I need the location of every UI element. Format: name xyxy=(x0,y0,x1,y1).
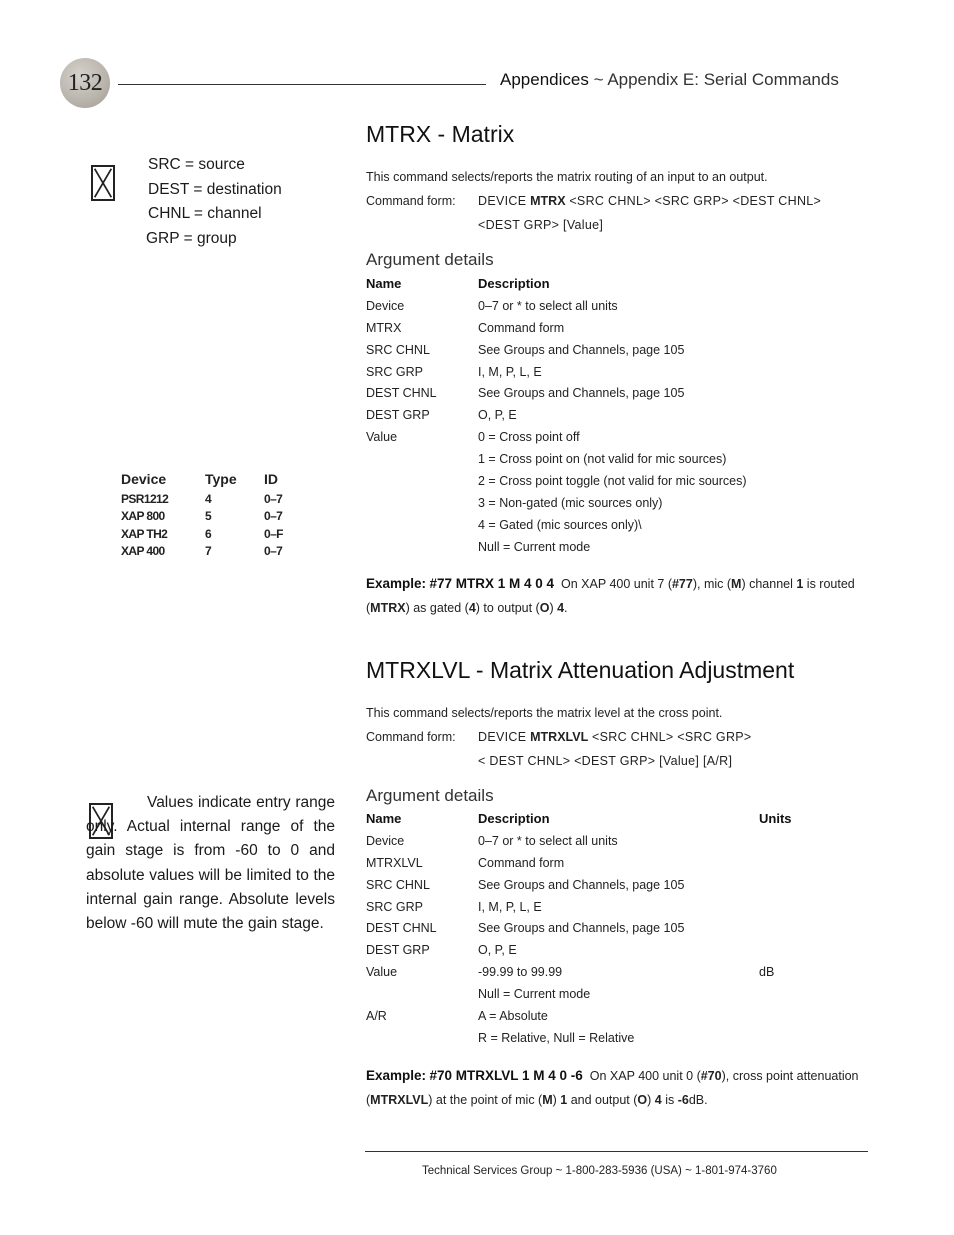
example-bold: M xyxy=(542,1093,553,1107)
arg-name-cell: MTRX xyxy=(366,320,402,335)
example-bold: M xyxy=(731,577,742,591)
command-prefix: DEVICE xyxy=(478,730,527,744)
mtrxlvl-description: This command selects/reports the matrix level at the cross point. xyxy=(366,706,723,720)
note-icon xyxy=(91,165,115,201)
header-title xyxy=(500,70,839,90)
header-separator: ~ xyxy=(593,70,604,89)
arg-desc-cell: I, M, P, L, E xyxy=(478,364,542,379)
table-row xyxy=(366,896,819,918)
footer-phone-intl: 1-801-974-3760 xyxy=(695,1165,777,1177)
table-row xyxy=(366,1005,819,1027)
arg-name-cell: Device xyxy=(366,833,405,848)
arg-desc-cell: 3 = Non-gated (mic sources only) xyxy=(478,495,663,510)
arg-desc-cell: 4 = Gated (mic sources only)\ xyxy=(478,517,642,532)
example-bold: O xyxy=(637,1093,648,1107)
arg-desc-cell: A = Absolute xyxy=(478,1008,548,1023)
example-label: Example: xyxy=(366,1068,427,1083)
table-row xyxy=(366,961,819,983)
device-cell: XAP 400 xyxy=(121,544,165,559)
example-text: attenuation ( xyxy=(366,1069,859,1107)
arg-desc-cell: Null = Current mode xyxy=(478,987,591,1002)
table-row xyxy=(366,1027,819,1049)
table-row xyxy=(366,361,759,383)
table-row xyxy=(366,382,759,404)
example-text: and output ( xyxy=(567,1093,638,1107)
units-col-header: Units xyxy=(759,811,792,827)
mtrx-command-label: Command form: xyxy=(366,194,456,208)
device-cell: XAP TH2 xyxy=(121,526,168,541)
device-col-header: Device xyxy=(121,471,167,487)
arg-name-cell: DEST GRP xyxy=(366,408,430,423)
type-cell: 5 xyxy=(205,509,212,524)
id-cell: 0–7 xyxy=(264,491,283,506)
mtrxlvl-command-line1 xyxy=(478,730,752,744)
footer-group: Technical Services Group xyxy=(422,1165,553,1177)
example-text: ), mic ( xyxy=(692,577,732,591)
abbreviation-legend xyxy=(148,153,282,251)
id-cell: 0–7 xyxy=(264,544,283,559)
page-number-badge xyxy=(60,58,110,108)
name-col-header: Name xyxy=(366,276,402,292)
type-cell: 7 xyxy=(205,544,212,559)
example-bold: -6 xyxy=(677,1093,689,1107)
example-text: is xyxy=(661,1093,678,1107)
arg-name-cell: SRC GRP xyxy=(366,899,423,914)
example-command: #77 MTRX 1 M 4 0 4 xyxy=(429,576,555,591)
footer-rule xyxy=(365,1151,868,1152)
header-subsection: Appendix E: Serial Commands xyxy=(607,70,839,89)
page-number: 132 xyxy=(67,69,103,96)
table-row xyxy=(121,543,304,561)
legend-grp: GRP = group xyxy=(146,229,237,247)
table-row xyxy=(366,317,759,339)
example-bold: MTRXLVL xyxy=(370,1093,429,1107)
type-col-header: Type xyxy=(205,471,237,487)
example-bold: O xyxy=(539,601,550,615)
table-row xyxy=(366,426,759,448)
table-row xyxy=(121,525,304,543)
arg-name-cell: SRC GRP xyxy=(366,364,423,379)
table-row xyxy=(366,339,759,361)
example-text: . xyxy=(564,601,568,615)
arg-name-cell: Value xyxy=(366,430,398,445)
example-label: Example: xyxy=(366,576,427,591)
device-type-table xyxy=(121,468,304,560)
arg-name-cell: DEST GRP xyxy=(366,943,430,958)
table-row xyxy=(366,514,759,536)
example-text: ) xyxy=(552,1093,561,1107)
example-text: ) channel xyxy=(741,577,797,591)
legend-chnl: CHNL = channel xyxy=(148,205,262,222)
mtrx-command-line2: <DEST GRP> [Value] xyxy=(478,218,604,232)
command-args: <SRC CHNL> <SRC GRP> <DEST CHNL> xyxy=(569,194,822,208)
device-cell: XAP 800 xyxy=(121,509,165,524)
table-row xyxy=(366,983,819,1005)
arg-desc-cell: Command form xyxy=(478,320,565,335)
arg-desc-cell: See Groups and Channels, page 105 xyxy=(478,386,685,401)
arg-desc-cell: O, P, E xyxy=(478,943,517,958)
table-row xyxy=(366,830,819,852)
footer-separator: ~ xyxy=(685,1165,692,1177)
mtrxlvl-example xyxy=(366,1064,871,1112)
example-text: dB. xyxy=(688,1093,708,1107)
example-bold: #77 xyxy=(671,577,693,591)
arg-desc-cell: Null = Current mode xyxy=(478,539,591,554)
example-text: ), cross point xyxy=(721,1069,794,1083)
table-row xyxy=(121,508,304,526)
example-bold: 4 xyxy=(557,601,565,615)
arg-desc-cell: 0–7 or * to select all units xyxy=(478,298,618,313)
arg-table-header xyxy=(366,273,759,295)
table-row xyxy=(121,490,304,508)
arg-desc-cell: O, P, E xyxy=(478,408,517,423)
arg-desc-cell: -99.99 to 99.99 xyxy=(478,965,563,980)
table-row xyxy=(366,295,759,317)
device-table-header xyxy=(121,468,304,490)
example-text: ) xyxy=(647,1093,655,1107)
mtrx-command-line1 xyxy=(478,194,821,208)
arg-name-cell: Value xyxy=(366,965,398,980)
mtrx-arg-table xyxy=(366,273,759,558)
arg-table-header xyxy=(366,808,819,830)
arg-name-cell: A/R xyxy=(366,1008,387,1023)
legend-src: SRC = source xyxy=(148,156,245,173)
table-row xyxy=(366,917,819,939)
arg-desc-cell: See Groups and Channels, page 105 xyxy=(478,342,685,357)
desc-col-header: Description xyxy=(478,811,550,827)
arg-name-cell: SRC CHNL xyxy=(366,877,430,892)
arg-name-cell: MTRXLVL xyxy=(366,855,423,870)
example-bold: 1 xyxy=(560,1093,568,1107)
arg-desc-cell: I, M, P, L, E xyxy=(478,899,542,914)
example-text: is routed ( xyxy=(366,577,855,615)
table-row xyxy=(366,874,819,896)
arg-desc-cell: 0 = Cross point off xyxy=(478,430,580,445)
example-text: ) to output ( xyxy=(475,601,540,615)
table-row xyxy=(366,404,759,426)
footer-phone-usa: 1-800-283-5936 (USA) xyxy=(565,1165,682,1177)
mtrx-title: MTRX - Matrix xyxy=(366,121,515,147)
mtrx-example xyxy=(366,572,871,620)
mtrx-arg-heading: Argument details xyxy=(366,250,494,269)
mtrxlvl-command-line2: < DEST CHNL> <DEST GRP> [Value] [A/R] xyxy=(478,754,733,768)
table-row xyxy=(366,448,759,470)
id-cell: 0–F xyxy=(264,526,283,541)
mtrxlvl-arg-heading: Argument details xyxy=(366,786,494,805)
gain-range-note-text: Values indicate entry range only. Actual internal range of the gain stage is from -60 to 0 and absolute values will be limited to the internal gain range. Absolute levels below -60 will mute the gain stage. xyxy=(86,794,335,933)
table-row xyxy=(366,852,819,874)
table-row xyxy=(366,492,759,514)
example-text: ) xyxy=(549,601,558,615)
command-prefix: DEVICE xyxy=(478,194,527,208)
example-text: ) at the point of mic ( xyxy=(428,1093,543,1107)
example-bold: MTRX xyxy=(370,601,406,615)
footer-separator: ~ xyxy=(555,1165,563,1177)
type-cell: 6 xyxy=(205,526,212,541)
header-rule xyxy=(118,84,486,85)
table-row xyxy=(366,536,759,558)
desc-col-header: Description xyxy=(478,276,550,292)
arg-desc-cell: 1 = Cross point on (not valid for mic sources) xyxy=(478,452,727,467)
arg-desc-cell: 0–7 or * to select all units xyxy=(478,833,618,848)
mtrxlvl-arg-table xyxy=(366,808,819,1049)
id-col-header: ID xyxy=(264,471,278,487)
arg-units-cell: dB xyxy=(759,965,775,980)
example-text: On XAP 400 unit 7 ( xyxy=(561,577,672,591)
arg-name-cell: DEST CHNL xyxy=(366,386,437,401)
command-keyword: MTRX xyxy=(530,194,566,208)
footer xyxy=(422,1165,777,1177)
name-col-header: Name xyxy=(366,811,402,827)
table-row xyxy=(366,939,819,961)
arg-name-cell: SRC CHNL xyxy=(366,342,430,357)
example-bold: #70 xyxy=(700,1069,722,1083)
table-row xyxy=(366,470,759,492)
example-command: #70 MTRXLVL 1 M 4 0 -6 xyxy=(429,1068,583,1083)
arg-desc-cell: See Groups and Channels, page 105 xyxy=(478,921,685,936)
arg-desc-cell: 2 = Cross point toggle (not valid for mic sources) xyxy=(478,473,747,488)
legend-dest: DEST = destination xyxy=(148,180,282,198)
command-args: <SRC CHNL> <SRC GRP> xyxy=(592,730,752,744)
device-cell: PSR1212 xyxy=(121,491,169,506)
id-cell: 0–7 xyxy=(264,509,283,524)
mtrxlvl-title: MTRXLVL - Matrix Attenuation Adjustment xyxy=(366,657,795,683)
command-keyword: MTRXLVL xyxy=(530,730,589,744)
arg-name-cell: DEST CHNL xyxy=(366,921,437,936)
mtrx-description: This command selects/reports the matrix routing of an input to an output. xyxy=(366,170,768,184)
mtrxlvl-command-label: Command form: xyxy=(366,730,456,744)
gain-range-note xyxy=(86,791,335,936)
example-text: ) as gated ( xyxy=(405,601,469,615)
arg-desc-cell: R = Relative, Null = Relative xyxy=(478,1030,635,1045)
arg-desc-cell: See Groups and Channels, page 105 xyxy=(478,877,685,892)
arg-name-cell: Device xyxy=(366,298,405,313)
example-bold: 1 xyxy=(796,577,804,591)
type-cell: 4 xyxy=(205,491,212,506)
example-text: On XAP 400 unit 0 ( xyxy=(589,1069,701,1083)
header-section: Appendices xyxy=(500,70,589,89)
example-bold: 4 xyxy=(654,1093,662,1107)
arg-desc-cell: Command form xyxy=(478,855,565,870)
example-bold: 4 xyxy=(468,601,476,615)
